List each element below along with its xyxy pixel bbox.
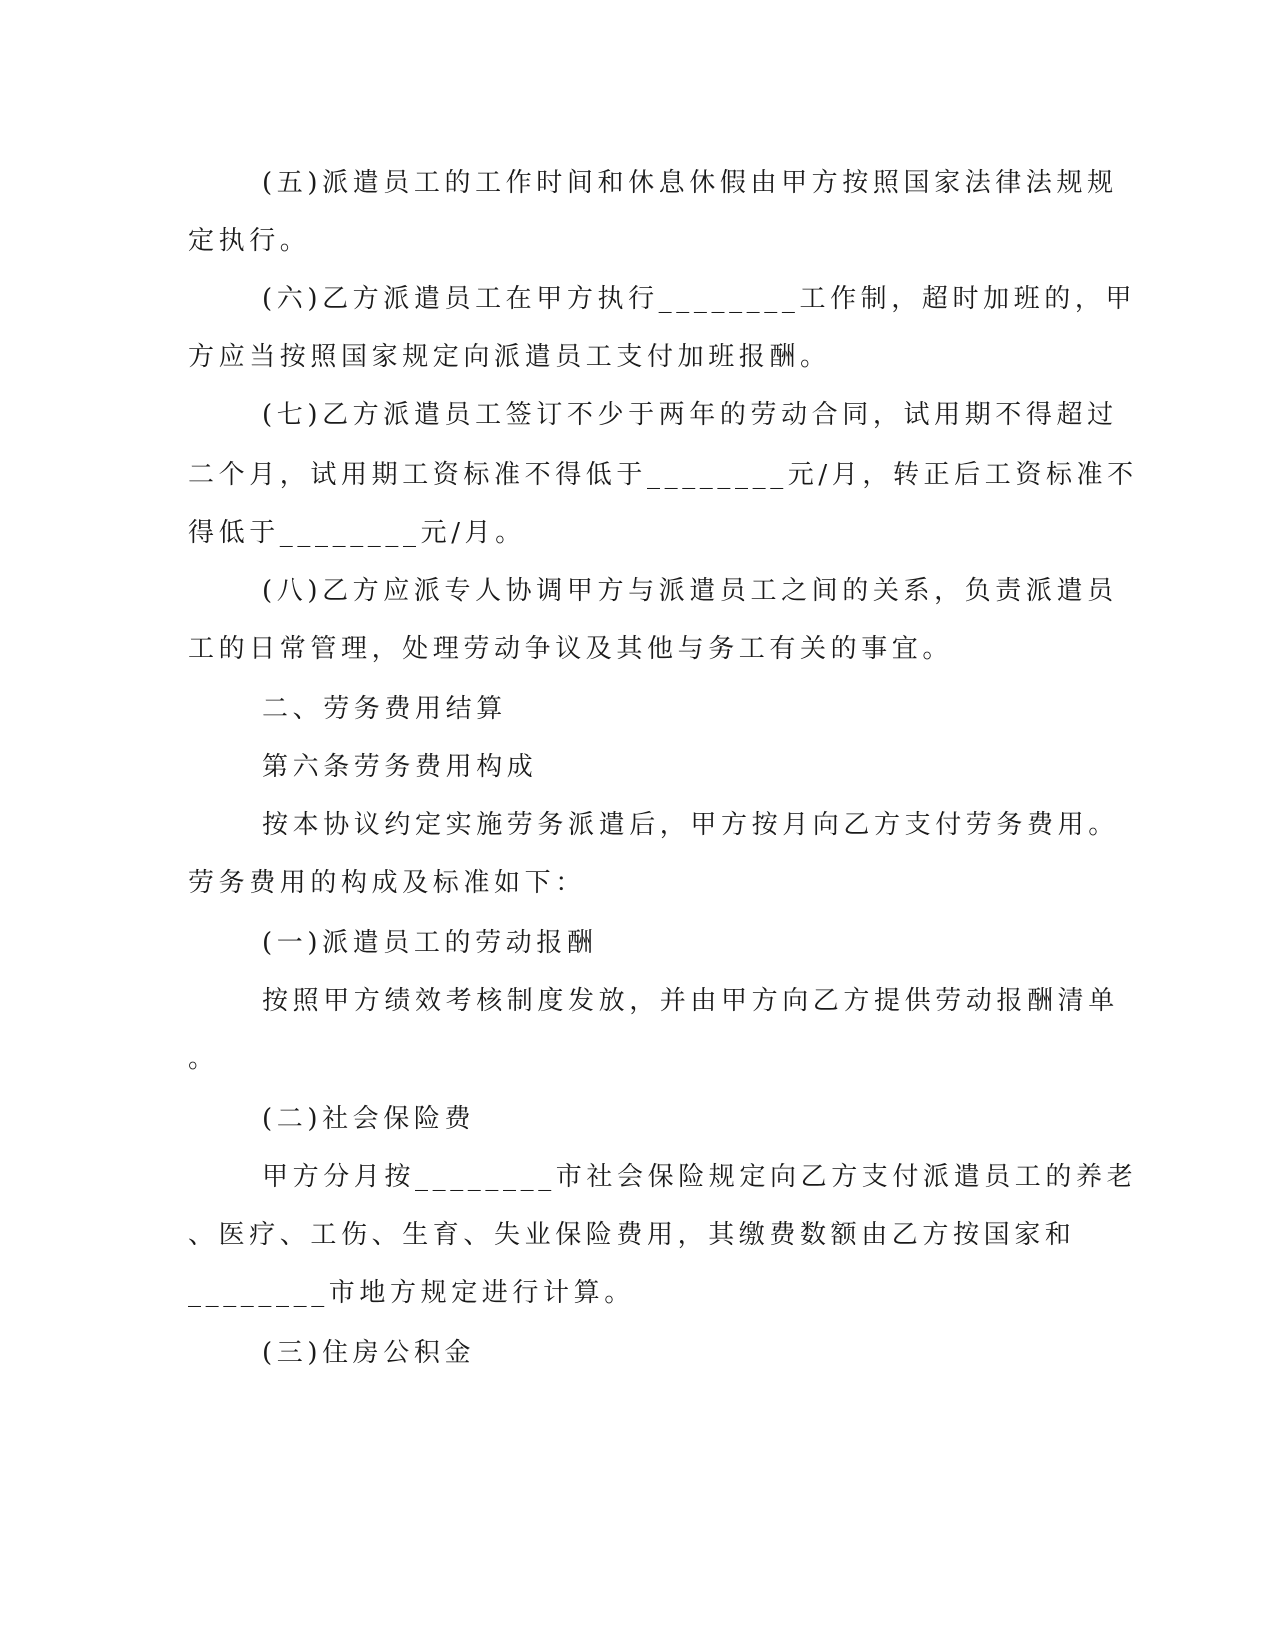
text-line: 方应当按照国家规定向派遣员工支付加班报酬。 — [188, 342, 831, 372]
text-line: 、医疗、工伤、生育、失业保险费用，其缴费数额由乙方按国家和 — [188, 1220, 1076, 1250]
text-line: (一)派遣员工的劳动报酬 — [262, 928, 598, 958]
text-line: 工的日常管理，处理劳动争议及其他与务工有关的事宜。 — [188, 634, 954, 664]
text-line: 得低于________元/月。 — [188, 518, 526, 548]
text-line: 按本协议约定实施劳务派遣后，甲方按月向乙方支付劳务费用。 — [262, 810, 1119, 840]
section-heading: 二、劳务费用结算 — [262, 694, 507, 724]
text-line: 甲方分月按________市社会保险规定向乙方支付派遣员工的养老 — [262, 1162, 1138, 1192]
text-line: (六)乙方派遣员工在甲方执行________工作制，超时加班的，甲 — [262, 284, 1137, 314]
text-line: 二个月，试用期工资标准不得低于________元/月，转正后工资标准不 — [188, 460, 1138, 490]
text-line: 劳务费用的构成及标准如下： — [188, 868, 586, 898]
text-line: (二)社会保险费 — [262, 1104, 476, 1134]
text-line: ________市地方规定进行计算。 — [188, 1278, 635, 1308]
text-line: 定执行。 — [188, 226, 311, 256]
text-line: (七)乙方派遣员工签订不少于两年的劳动合同，试用期不得超过 — [262, 400, 1118, 430]
article-heading: 第六条劳务费用构成 — [262, 752, 538, 782]
text-line: 。 — [188, 1044, 219, 1074]
text-line: 按照甲方绩效考核制度发放，并由甲方向乙方提供劳动报酬清单 — [262, 986, 1119, 1016]
text-line: (八)乙方应派专人协调甲方与派遣员工之间的关系，负责派遣员 — [262, 576, 1118, 606]
text-line: (五)派遣员工的工作时间和休息休假由甲方按照国家法律法规规 — [262, 168, 1118, 198]
text-line: (三)住房公积金 — [262, 1338, 476, 1368]
